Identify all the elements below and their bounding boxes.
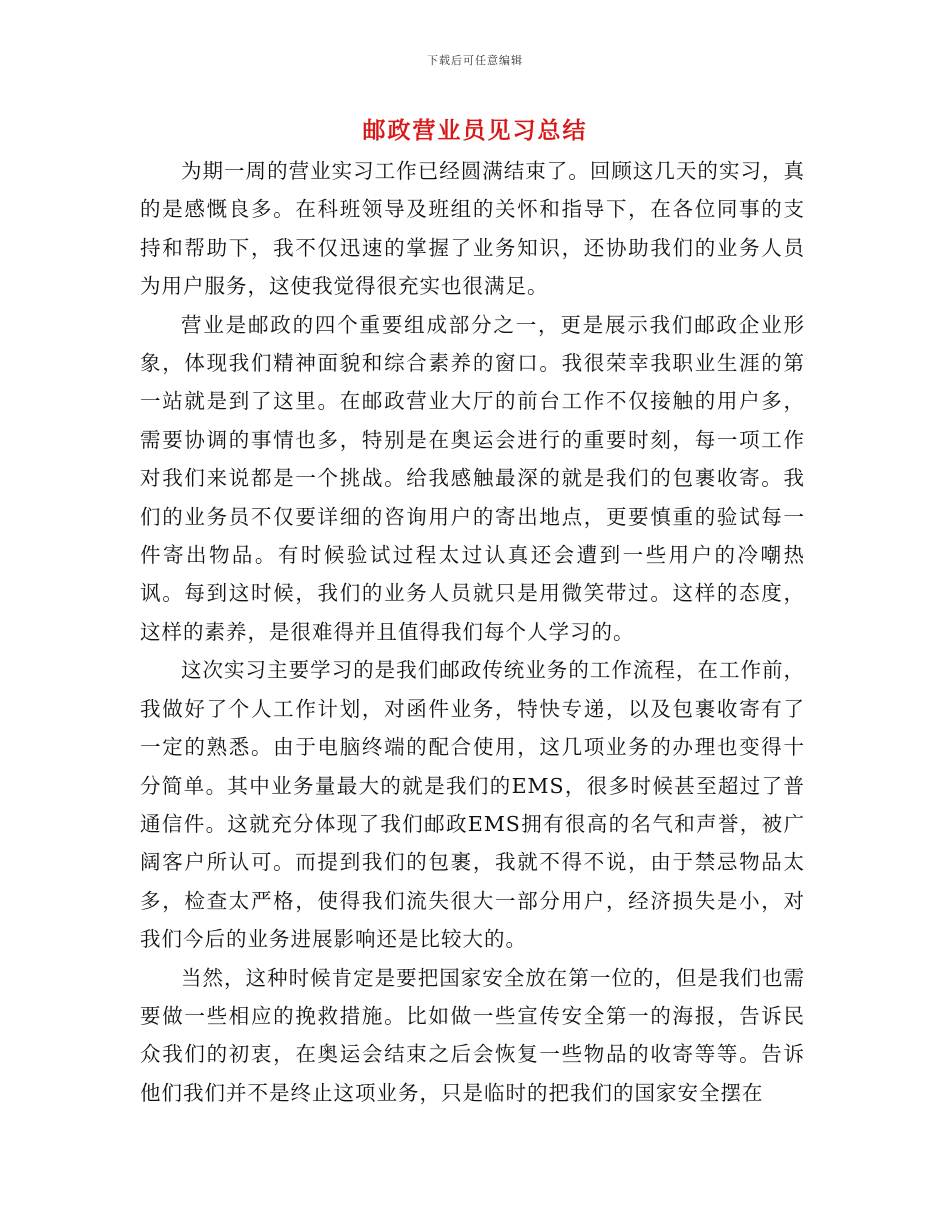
paragraph-1: 为期一周的营业实习工作已经圆满结束了。回顾这几天的实习，真的是感慨良多。在科班领导及班组的关怀和指导下，在各位同事的支持和帮助下，我不仅迅速的掌握了业务知识，还协助我们的业务人员为用户服务，这使我觉得很充实也很满足。 [140,159,805,299]
header-note: 下载后可任意编辑 [427,54,523,67]
document-title: 邮政营业员见习总结 [362,118,588,144]
paragraph-4: 当然，这种时候肯定是要把国家安全放在第一位的，但是我们也需要做一些相应的挽救措施。比如做一些宣传安全第一的海报，告诉民众我们的初衷，在奥运会结束之后会恢复一些物品的收寄等等。告诉他们我们并不是终止这项业务，只是临时的把我们的国家安全摆在 [140,965,805,1105]
paragraph-3: 这次实习主要学习的是我们邮政传统业务的工作流程，在工作前，我做好了个人工作计划，对函件业务，特快专递，以及包裹收寄有了一定的熟悉。由于电脑终端的配合使用，这几项业务的办理也变得十分简单。其中业务量最大的就是我们的EMS，很多时候甚至超过了普通信件。这就充分体现了我们邮政EMS拥有很高的名气和声誉，被广阔客户所认可。而提到我们的包裹，我就不得不说，由于禁忌物品太多，检查太严格，使得我们流失很大一部分用户，经济损失是小，对我们今后的业务进展影响还是比较大的。 [140,658,805,952]
paragraph-2: 营业是邮政的四个重要组成部分之一，更是展示我们邮政企业形象，体现我们精神面貌和综合素养的窗口。我很荣幸我职业生涯的第一站就是到了这里。在邮政营业大厅的前台工作不仅接触的用户多，需要协调的事情也多，特别是在奥运会进行的重要时刻，每一项工作对我们来说都是一个挑战。给我感触最深的就是我们的包裹收寄。我们的业务员不仅要详细的咨询用户的寄出地点，更要慎重的验试每一件寄出物品。有时候验试过程太过认真还会遭到一些用户的冷嘲热讽。每到这时候，我们的业务人员就只是用微笑带过。这样的态度，这样的素养，是很难得并且值得我们每个人学习的。 [140,312,805,644]
document-body [140,152,805,1112]
